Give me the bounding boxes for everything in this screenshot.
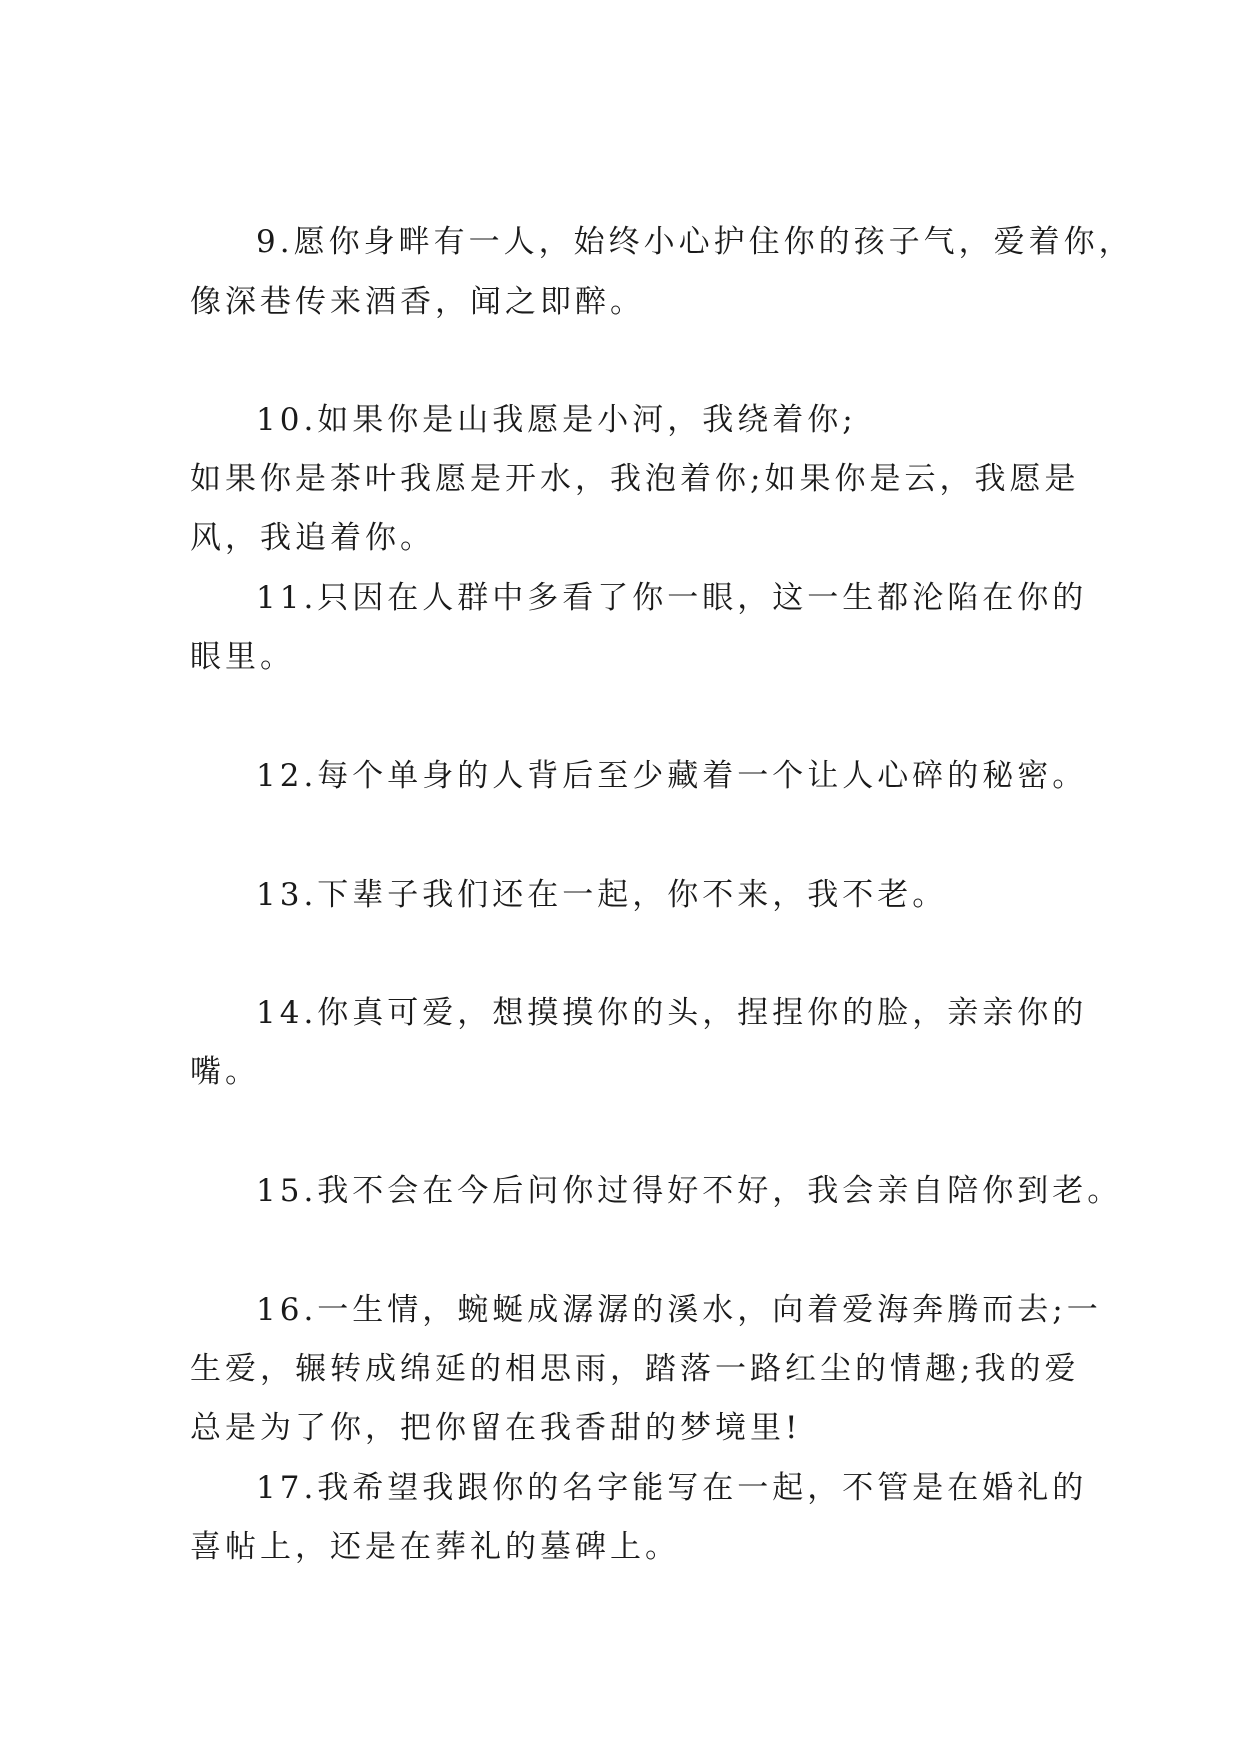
text-line: 像深巷传来酒香，闻之即醉。: [190, 284, 645, 320]
text-line: 12.每个单身的人背后至少藏着一个让人心碎的秘密。: [256, 758, 1088, 794]
text-line: 13.下辈子我们还在一起，你不来，我不老。: [256, 877, 948, 913]
text-line: 眼里。: [190, 639, 295, 675]
text-line: 11.只因在人群中多看了你一眼，这一生都沦陷在你的: [256, 580, 1088, 616]
text-line: 如果你是茶叶我愿是开水，我泡着你;如果你是云，我愿是: [190, 461, 1080, 497]
text-line: 15.我不会在今后问你过得好不好，我会亲自陪你到老。: [256, 1173, 1123, 1209]
text-line: 9.愿你身畔有一人，始终小心护住你的孩子气，爱着你，: [256, 224, 1134, 260]
text-line: 嘴。: [190, 1054, 260, 1090]
text-line: 17.我希望我跟你的名字能写在一起，不管是在婚礼的: [256, 1470, 1088, 1506]
text-line: 喜帖上，还是在葬礼的墓碑上。: [190, 1529, 680, 1565]
text-line: 14.你真可爱，想摸摸你的头，捏捏你的脸，亲亲你的: [256, 995, 1088, 1031]
text-line: 16.一生情，蜿蜒成潺潺的溪水，向着爱海奔腾而去;一: [256, 1292, 1102, 1328]
text-line: 10.如果你是山我愿是小河，我绕着你;: [256, 402, 857, 438]
text-line: 总是为了你，把你留在我香甜的梦境里!: [190, 1410, 802, 1446]
text-line: 生爱，辗转成绵延的相思雨，踏落一路红尘的情趣;我的爱: [190, 1351, 1080, 1387]
text-line: 风，我追着你。: [190, 520, 435, 556]
